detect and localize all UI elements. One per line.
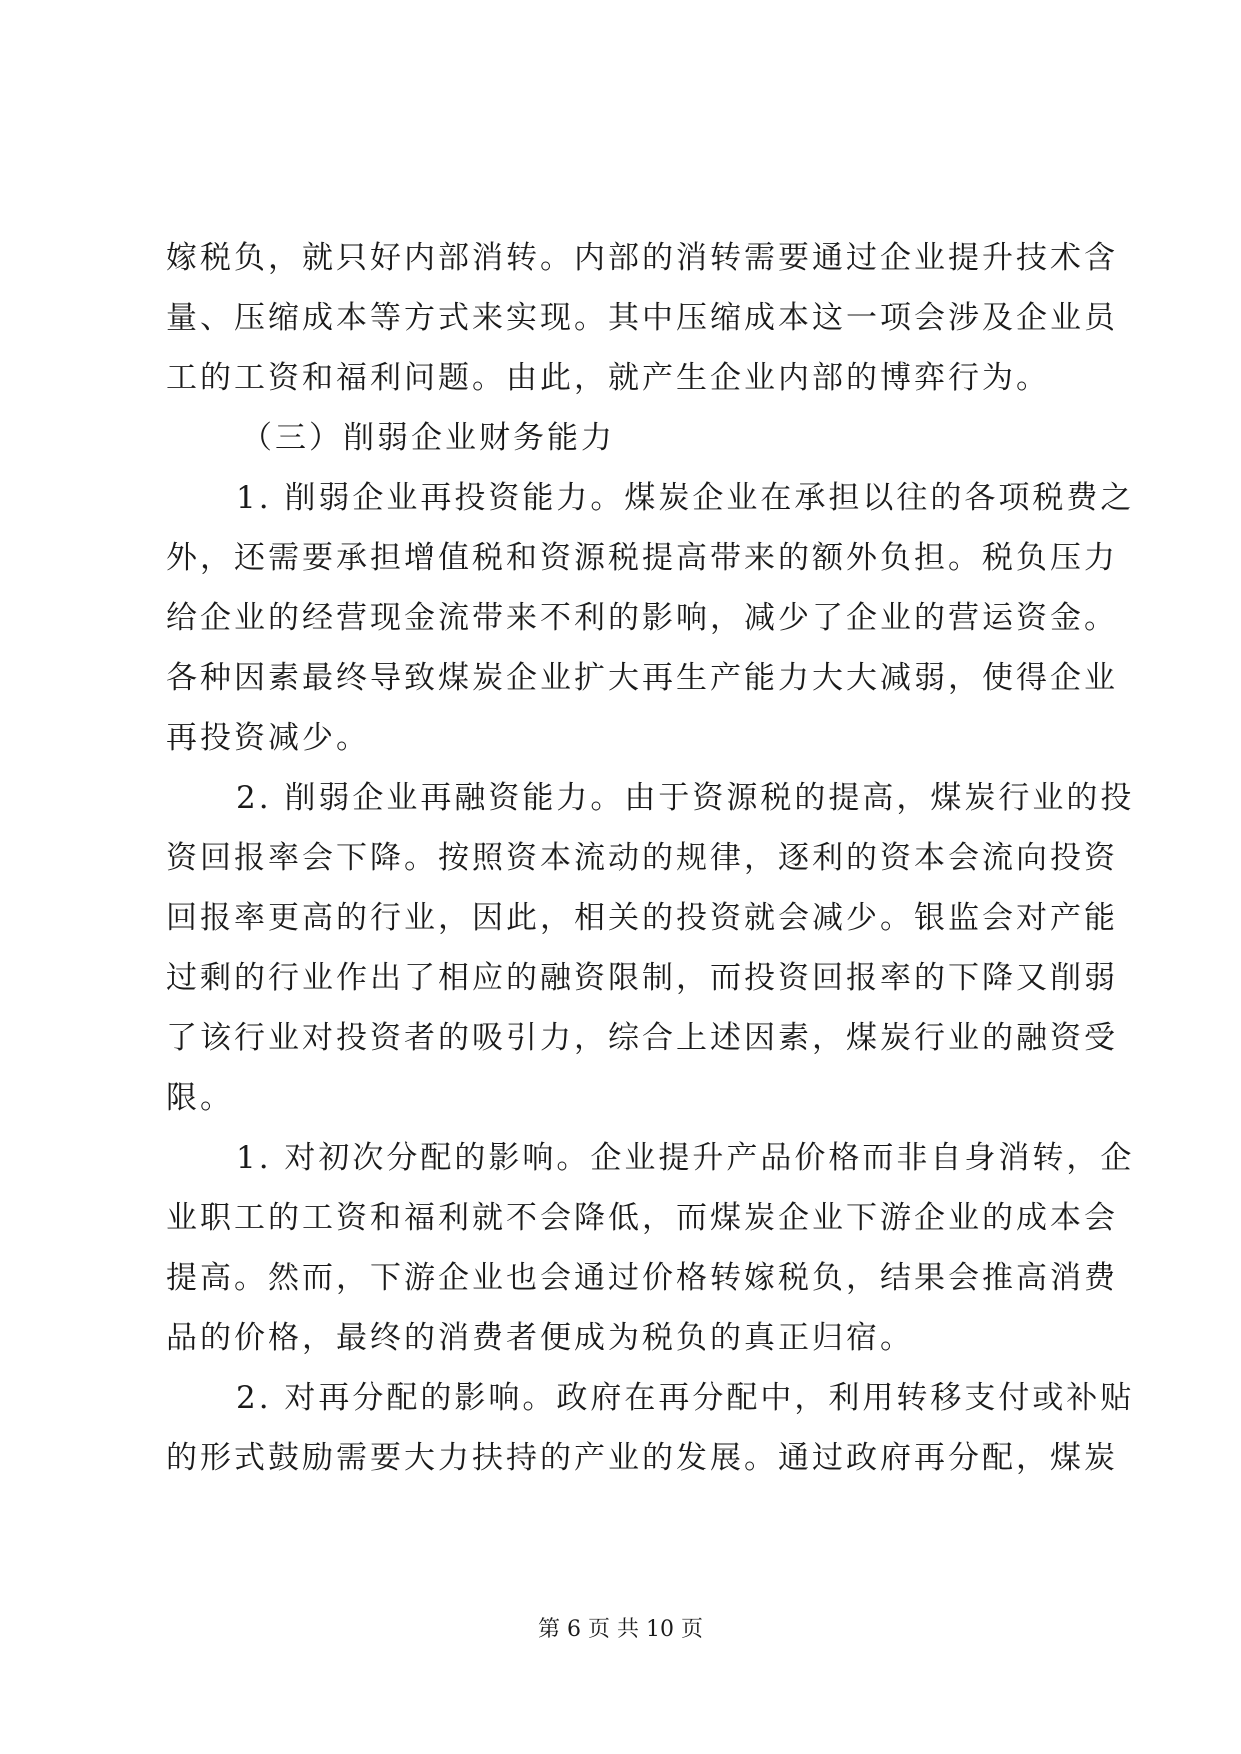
- body-line: 嫁税负，就只好内部消转。内部的消转需要通过企业提升技术含: [166, 240, 1118, 276]
- body-line: 各种因素最终导致煤炭企业扩大再生产能力大大减弱，使得企业: [166, 660, 1118, 696]
- body-line: 2. 削弱企业再融资能力。由于资源税的提高，煤炭行业的投: [236, 780, 1135, 816]
- document-body: [166, 228, 1135, 1488]
- body-line: 工的工资和福利问题。由此，就产生企业内部的博弈行为。: [166, 360, 1050, 396]
- body-line: 1. 削弱企业再投资能力。煤炭企业在承担以往的各项税费之: [236, 480, 1135, 516]
- body-line: 了该行业对投资者的吸引力，综合上述因素，煤炭行业的融资受: [166, 1020, 1118, 1056]
- body-line: 提高。然而，下游企业也会通过价格转嫁税负，结果会推高消费: [166, 1260, 1118, 1296]
- body-line: 外，还需要承担增值税和资源税提高带来的额外负担。税负压力: [166, 540, 1118, 576]
- body-line: 2. 对再分配的影响。政府在再分配中，利用转移支付或补贴: [236, 1380, 1135, 1416]
- body-line: 品的价格，最终的消费者便成为税负的真正归宿。: [166, 1320, 914, 1356]
- body-line: 资回报率会下降。按照资本流动的规律，逐利的资本会流向投资: [166, 840, 1118, 876]
- body-line: 给企业的经营现金流带来不利的影响，减少了企业的营运资金。: [166, 600, 1118, 636]
- section-heading: （三）削弱企业财务能力: [241, 420, 615, 456]
- body-line: 量、压缩成本等方式来实现。其中压缩成本这一项会涉及企业员: [166, 300, 1118, 336]
- body-line: 限。: [166, 1080, 234, 1116]
- body-line: 业职工的工资和福利就不会降低，而煤炭企业下游企业的成本会: [166, 1200, 1118, 1236]
- page-number-footer: 第 6 页 共 10 页: [538, 1617, 703, 1642]
- body-line: 1. 对初次分配的影响。企业提升产品价格而非自身消转，企: [236, 1140, 1135, 1176]
- body-line: 再投资减少。: [166, 720, 370, 756]
- body-line: 过剩的行业作出了相应的融资限制，而投资回报率的下降又削弱: [166, 960, 1118, 996]
- body-line: 回报率更高的行业，因此，相关的投资就会减少。银监会对产能: [166, 900, 1118, 936]
- body-line: 的形式鼓励需要大力扶持的产业的发展。通过政府再分配，煤炭: [166, 1440, 1118, 1476]
